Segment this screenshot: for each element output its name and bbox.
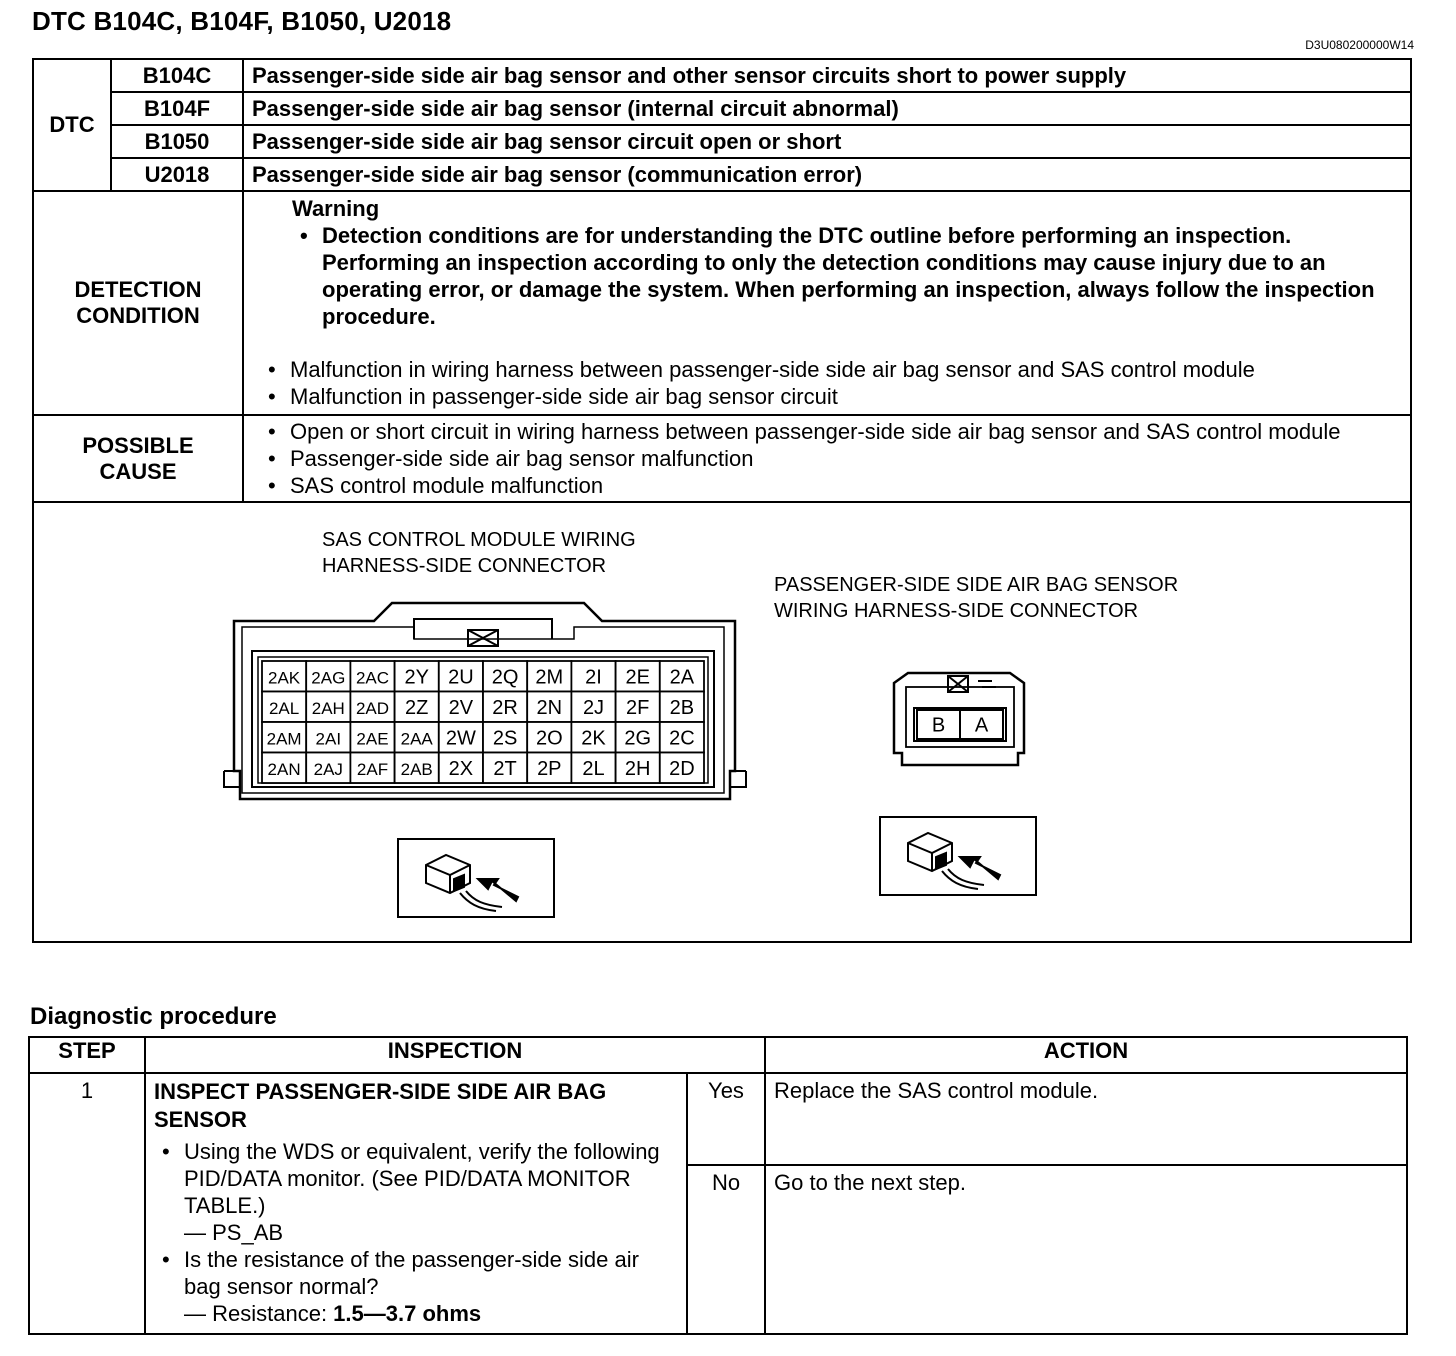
detection-list: [244, 356, 1410, 410]
detection-condition-content: [243, 191, 1411, 415]
diagnostic-step-row: [29, 1073, 1407, 1165]
sensor-pin-label: A: [974, 714, 989, 737]
sas-pin-label: 2AC: [355, 668, 390, 688]
dtc-description: Passenger-side side air bag sensor and other sensor circuits short to power supply: [243, 59, 1411, 92]
yes-label: Yes: [687, 1073, 765, 1165]
diagnostic-table: [28, 1036, 1408, 1335]
sensor-connector-label: PASSENGER-SIDE SIDE AIR BAG SENSOR WIRING HARNESS-SIDE CONNECTOR: [774, 574, 1179, 622]
diagnostic-header-row: [29, 1037, 1407, 1073]
sas-pin-label: 2X: [448, 757, 474, 780]
diagnostic-procedure-title: Diagnostic procedure: [30, 1003, 277, 1030]
sas-pin-label: 2AI: [315, 729, 342, 749]
sas-pin-label: 2B: [669, 696, 695, 719]
sas-pin-label: 2Z: [405, 696, 429, 719]
sensor-pin-grid: [917, 710, 1003, 739]
sas-pin-label: 2AD: [355, 698, 390, 718]
step-number: 1: [29, 1073, 145, 1334]
warning-list: [244, 222, 1410, 330]
sas-pin-label: 2D: [669, 757, 695, 780]
inspection-header: INSPECTION: [145, 1037, 765, 1073]
sas-pin-label: 2M: [535, 666, 564, 689]
sas-pin-label: 2AL: [268, 698, 300, 718]
sas-pin-label: 2U: [448, 666, 474, 689]
sas-pin-label: 2Q: [491, 666, 519, 689]
sas-pin-label: 2N: [536, 696, 563, 719]
sas-pin-label: 2H: [624, 757, 651, 780]
sas-pin-label: 2J: [582, 696, 605, 719]
page-title: DTC B104C, B104F, B1050, U2018: [32, 6, 452, 36]
detection-condition-row: [33, 191, 1411, 415]
sas-pin-label: 2I: [585, 666, 602, 689]
dtc-code: B104C: [111, 59, 243, 92]
document-id: D3U080200000W14: [1305, 38, 1414, 52]
action-header: ACTION: [765, 1037, 1407, 1073]
connector-drawings: [34, 503, 1414, 941]
possible-cause-row: [33, 415, 1411, 502]
resistance-value: 1.5—3.7 ohms: [333, 1301, 482, 1326]
harness-side-icon: [398, 839, 554, 917]
sas-pin-label: 2AA: [400, 729, 433, 749]
sas-pin-label: 2K: [581, 727, 606, 750]
sas-pin-label: 2AH: [311, 698, 345, 718]
sas-pin-label: 2AB: [400, 759, 433, 779]
sas-pin-label: 2W: [445, 727, 476, 750]
sas-pin-label: 2P: [537, 757, 562, 780]
sas-pin-label: 2AE: [356, 729, 389, 749]
dtc-row: [33, 59, 1411, 92]
dtc-code: U2018: [111, 158, 243, 191]
sas-connector-label: SAS CONTROL MODULE WIRING HARNESS-SIDE CONNECTOR: [322, 529, 636, 577]
no-action: Go to the next step.: [765, 1165, 1407, 1334]
sas-pin-label: 2AG: [311, 668, 346, 688]
sas-pin-label: 2G: [624, 727, 652, 750]
dtc-code: B104F: [111, 92, 243, 125]
sas-pin-label: 2S: [492, 727, 518, 750]
sas-pin-label: 2T: [493, 757, 517, 780]
harness-side-icon: [880, 817, 1036, 895]
sas-pin-label: 2F: [626, 696, 650, 719]
sas-pin-label: 2R: [492, 696, 518, 719]
dtc-row: [33, 158, 1411, 191]
sas-pin-label: 2L: [582, 757, 605, 780]
sas-pin-label: 2A: [669, 666, 695, 689]
inspection-item: • Using the WDS or equivalent, verify the following PID/DATA monitor. (See PID/DATA MONITOR TABLE.) — PS_AB: [154, 1138, 680, 1246]
sas-pin-label: 2V: [448, 696, 474, 719]
inspection-list: [154, 1138, 680, 1327]
detection-condition-label: DETECTION CONDITION: [33, 191, 243, 415]
sas-pin-label: 2AK: [268, 668, 301, 688]
detection-item: • Malfunction in wiring harness between passenger-side side air bag sensor and SAS control module: [260, 356, 1410, 383]
dtc-description: Passenger-side side air bag sensor (internal circuit abnormal): [243, 92, 1411, 125]
dtc-table: [32, 58, 1412, 943]
detection-item: • Malfunction in passenger-side side air bag sensor circuit: [260, 383, 1410, 410]
dtc-code: B1050: [111, 125, 243, 158]
sensor-pin-label: B: [931, 714, 946, 737]
inspection-content: [145, 1073, 687, 1334]
cause-item: • Passenger-side side air bag sensor malfunction: [260, 445, 1410, 472]
dtc-row: [33, 125, 1411, 158]
latch-icon: [468, 630, 498, 646]
connector-figure: [33, 502, 1411, 942]
sas-pin-label: 2AM: [266, 729, 302, 749]
cause-item: • SAS control module malfunction: [260, 472, 1410, 499]
sas-pin-label: 2O: [535, 727, 563, 750]
figure-row: [33, 502, 1411, 942]
dtc-row: [33, 92, 1411, 125]
warning-title: Warning: [292, 196, 380, 221]
inspection-sub-item: — Resistance: 1.5—3.7 ohms: [184, 1301, 482, 1326]
sas-pin-label: 2E: [625, 666, 650, 689]
dtc-description: Passenger-side side air bag sensor circuit open or short: [243, 125, 1411, 158]
possible-cause-content: [243, 415, 1411, 502]
inspection-title: INSPECT PASSENGER-SIDE SIDE AIR BAG SENSOR: [154, 1079, 607, 1132]
dtc-label: DTC: [33, 59, 111, 191]
inspection-item: • Is the resistance of the passenger-side side air bag sensor normal? — Resistance: 1.5—3.7 ohms: [154, 1246, 680, 1327]
sas-pin-label: 2AJ: [313, 759, 343, 779]
cause-list: [244, 416, 1410, 501]
warning-item: • Detection conditions are for understanding the DTC outline before performing an inspection. Performing an inspection according to only the detection conditions may cause injury due to an operating error, or damage the system. When performing an inspection, always follow the inspection procedure.: [292, 222, 1410, 330]
sensor-latch-icon: [948, 676, 996, 692]
yes-action: Replace the SAS control module.: [765, 1073, 1407, 1165]
sas-pin-label: 2AN: [267, 759, 301, 779]
inspection-sub-item: — PS_AB: [184, 1220, 284, 1245]
possible-cause-label: POSSIBLE CAUSE: [33, 415, 243, 502]
step-header: STEP: [29, 1037, 145, 1073]
dtc-description: Passenger-side side air bag sensor (communication error): [243, 158, 1411, 191]
no-label: No: [687, 1165, 765, 1334]
sas-pin-grid: [262, 661, 704, 783]
cause-item: • Open or short circuit in wiring harness between passenger-side side air bag sensor and SAS control module: [260, 418, 1410, 445]
sas-pin-label: 2Y: [404, 666, 429, 689]
sas-pin-label: 2C: [669, 727, 695, 750]
sas-pin-label: 2AF: [356, 759, 389, 779]
